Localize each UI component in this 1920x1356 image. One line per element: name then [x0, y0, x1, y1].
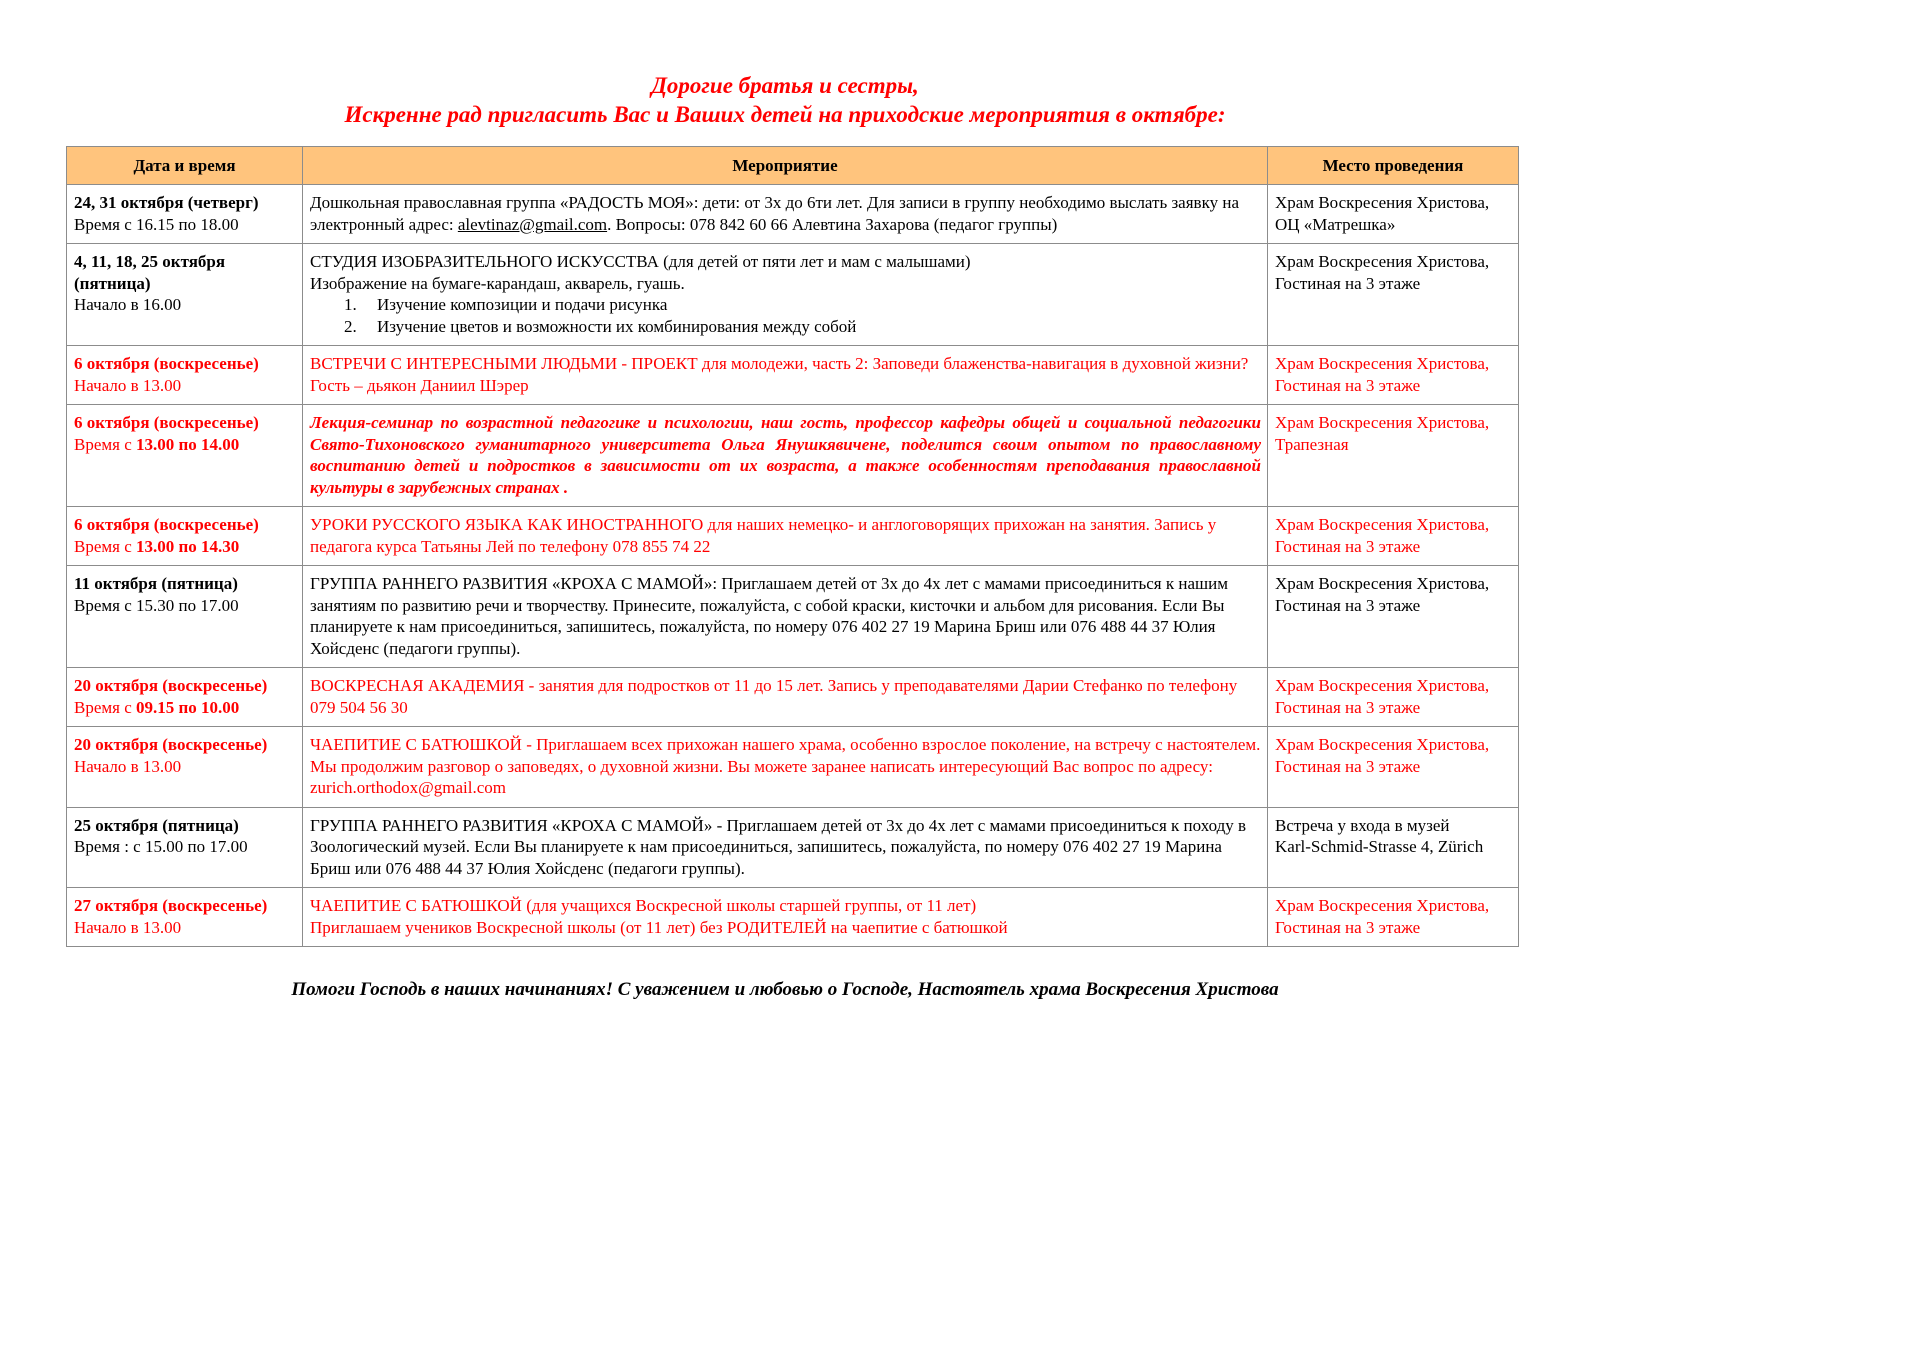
table-row [67, 185, 1519, 244]
event-cell [303, 727, 1268, 808]
event-time: Время с 15.30 по 17.00 [74, 595, 239, 615]
place-room: ОЦ «Матрешка» [1275, 214, 1396, 234]
date-cell [67, 405, 303, 507]
greeting-heading: Дорогие братья и сестры, [651, 73, 919, 98]
place-name: Храм Воскресения Христова, [1275, 354, 1490, 373]
event-description: Изображение на бумаге-карандаш, акварель, гуашь. [310, 273, 685, 293]
table-row [67, 405, 1519, 507]
event-title: СТУДИЯ ИЗОБРАЗИТЕЛЬНОГО ИСКУССТВА (для детей от пяти лет и мам с малышами) [310, 252, 971, 271]
place-room: Гостиная на 3 этаже [1275, 697, 1421, 717]
table-row [67, 727, 1519, 808]
place-name: Храм Воскресения Христова, [1275, 735, 1490, 754]
table-row [67, 346, 1519, 405]
event-title: ЧАЕПИТИЕ С БАТЮШКОЙ (для учащихся Воскресной школы старшей группы, от 11 лет) [310, 896, 977, 915]
place-room: Гостиная на 3 этаже [1275, 595, 1421, 615]
event-date: 20 октября (воскресенье) [74, 676, 268, 695]
place-name: Храм Воскресения Христова, [1275, 574, 1490, 593]
events-table [66, 146, 1519, 947]
place-room: Гостиная на 3 этаже [1275, 273, 1421, 293]
event-date: 6 октября (воскресенье) [74, 413, 259, 432]
date-cell [67, 185, 303, 244]
event-time: Начало в 13.00 [74, 375, 182, 395]
table-row [67, 888, 1519, 947]
column-header-place: Место проведения [1268, 147, 1519, 185]
event-cell [303, 346, 1268, 405]
event-time: Начало в 16.00 [74, 295, 182, 314]
event-description: Лекция-семинар по возрастной педагогике и психологии, наш гость, профессор кафедры общей и социальной педагогики Свято-Тихоновского гуманитарного университета Ольга Янушкявичене, поделится своим опытом по православному воспитанию детей и подростков в зависимости от их возраста, а также особенностям преподавания православной культуры в зарубежных странах . [310, 413, 1261, 497]
place-cell [1268, 807, 1519, 888]
event-description-tail: . Вопросы: 078 842 60 66 Алевтина Захарова (педагог группы) [607, 214, 1058, 234]
place-name: Храм Воскресения Христова, [1275, 515, 1490, 534]
list-item: 1. Изучение композиции и подачи рисунка [344, 295, 668, 314]
place-room: Гостиная на 3 этаже [1275, 756, 1421, 776]
place-name: Храм Воскресения Христова, [1275, 896, 1490, 915]
event-date: 20 октября (воскресенье) [74, 735, 268, 754]
place-cell [1268, 346, 1519, 405]
date-cell [67, 807, 303, 888]
event-time: Время с 13.00 по 14.30 [74, 536, 240, 556]
event-cell [303, 185, 1268, 244]
event-date: 27 октября (воскресенье) [74, 896, 268, 915]
date-cell [67, 346, 303, 405]
invitation-heading: Искренне рад пригласить Вас и Ваших детей на приходские мероприятия в октябре: [344, 102, 1226, 127]
place-room: Karl-Schmid-Strasse 4, Zürich [1275, 837, 1484, 856]
date-cell [67, 668, 303, 727]
event-cell [303, 244, 1268, 346]
table-row [67, 807, 1519, 888]
place-cell [1268, 888, 1519, 947]
place-room: Гостиная на 3 этаже [1275, 536, 1421, 556]
place-cell [1268, 668, 1519, 727]
event-cell [303, 888, 1268, 947]
event-description: ЧАЕПИТИЕ С БАТЮШКОЙ - Приглашаем всех прихожан нашего храма, особенно взрослое поколение, на встречу с настоятелем. Мы продолжим разговор о заповедях, о духовной жизни. Вы можете заранее написать интересующий Вас вопрос по адресу: zurich.orthodox@gmail.com [310, 735, 1261, 797]
table-row [67, 244, 1519, 346]
column-header-date: Дата и время [67, 147, 303, 185]
place-room: Гостиная на 3 этаже [1275, 375, 1421, 395]
place-cell [1268, 185, 1519, 244]
event-time: Время с 13.00 по 14.00 [74, 434, 240, 454]
place-room: Гостиная на 3 этаже [1275, 917, 1421, 937]
place-cell [1268, 507, 1519, 566]
date-cell [67, 244, 303, 346]
place-name: Храм Воскресения Христова, [1275, 413, 1490, 432]
table-row [67, 507, 1519, 566]
event-description: ВСТРЕЧИ С ИНТЕРЕСНЫМИ ЛЮДЬМИ - ПРОЕКТ для молодежи, часть 2: Заповеди блаженства-навигация в духовной жизни? Гость – дьякон Даниил Шэрер [310, 354, 1249, 395]
event-date: 4, 11, 18, 25 октября (пятница) [74, 252, 226, 293]
date-cell [67, 888, 303, 947]
table-row [67, 668, 1519, 727]
event-date: 24, 31 октября (четверг) [74, 193, 259, 212]
event-date: 11 октября (пятница) [74, 574, 238, 593]
email-link[interactable]: alevtinaz@gmail.com [457, 214, 608, 234]
numbered-list [310, 294, 1261, 337]
event-time: Время с 16.15 по 18.00 [74, 214, 239, 234]
event-date: 6 октября (воскресенье) [74, 515, 259, 534]
event-cell [303, 566, 1268, 668]
event-description: Дошкольная православная группа «РАДОСТЬ МОЯ»: дети: от 3х до 6ти лет. Для записи в группу необходимо выслать заявку на электронный адрес: [310, 193, 1239, 234]
place-cell [1268, 244, 1519, 346]
event-description: Приглашаем учеников Воскресной школы (от 11 лет) без РОДИТЕЛЕЙ на чаепитие с батюшкой [310, 917, 1008, 937]
date-cell [67, 727, 303, 808]
date-cell [67, 507, 303, 566]
place-cell [1268, 566, 1519, 668]
place-cell [1268, 405, 1519, 507]
place-room: Трапезная [1275, 434, 1349, 454]
place-name: Встреча у входа в музей [1275, 815, 1450, 835]
event-description: ГРУППА РАННЕГО РАЗВИТИЯ «КРОХА С МАМОЙ» - Приглашаем детей от 3х до 4х лет с мамами присоединиться к походу в Зоологический музей. Если Вы планируете к нам присоединиться, запишитесь, пожалуйста, по номеру 076 402 27 19 Марина Бриш или 076 488 44 37 Юлия Хойсденс (педагоги группы). [310, 815, 1247, 878]
event-date: 25 октября (пятница) [74, 815, 239, 835]
event-cell [303, 507, 1268, 566]
event-cell [303, 668, 1268, 727]
event-description: ВОСКРЕСНАЯ АКАДЕМИЯ - занятия для подростков от 11 до 15 лет. Запись у преподавателями Дарии Стефанко по телефону 079 504 56 30 [310, 676, 1238, 717]
event-description: ГРУППА РАННЕГО РАЗВИТИЯ «КРОХА С МАМОЙ»: Приглашаем детей от 3х до 4х лет с мамами присоединиться к нашим занятиям по развитию речи и творчеству. Принесите, пожалуйста, с собой краски, кисточки и альбом для рисования. Если Вы планируете к нам присоединиться, запишитесь, пожалуйста, по номеру 076 402 27 19 Марина Бриш или 076 488 44 37 Юлия Хойсденс (педагоги группы). [310, 574, 1228, 658]
table-row [67, 566, 1519, 668]
column-header-event: Мероприятие [303, 147, 1268, 185]
event-time: Начало в 13.00 [74, 756, 182, 776]
place-cell [1268, 727, 1519, 808]
place-name: Храм Воскресения Христова, [1275, 193, 1490, 212]
event-description: УРОКИ РУССКОГО ЯЗЫКА КАК ИНОСТРАННОГО для наших немецко- и англоговорящих прихожан на занятия. Запись у педагога курса Татьяны Лей по телефону 078 855 74 22 [310, 515, 1217, 556]
event-date: 6 октября (воскресенье) [74, 354, 259, 373]
event-time: Начало в 13.00 [74, 917, 182, 937]
event-time: Время : с 15.00 по 17.00 [74, 837, 248, 856]
date-cell [67, 566, 303, 668]
place-name: Храм Воскресения Христова, [1275, 252, 1490, 271]
event-cell [303, 405, 1268, 507]
event-time: Время с 09.15 по 10.00 [74, 697, 240, 717]
event-cell [303, 807, 1268, 888]
table-header-row [67, 147, 1519, 185]
place-name: Храм Воскресения Христова, [1275, 676, 1490, 695]
closing-signature: Помоги Господь в наших начинаниях! С уважением и любовью о Господе, Настоятель храма Воскресения Христова [291, 979, 1279, 1000]
list-item: 2. Изучение цветов и возможности их комбинирования между собой [344, 316, 857, 336]
